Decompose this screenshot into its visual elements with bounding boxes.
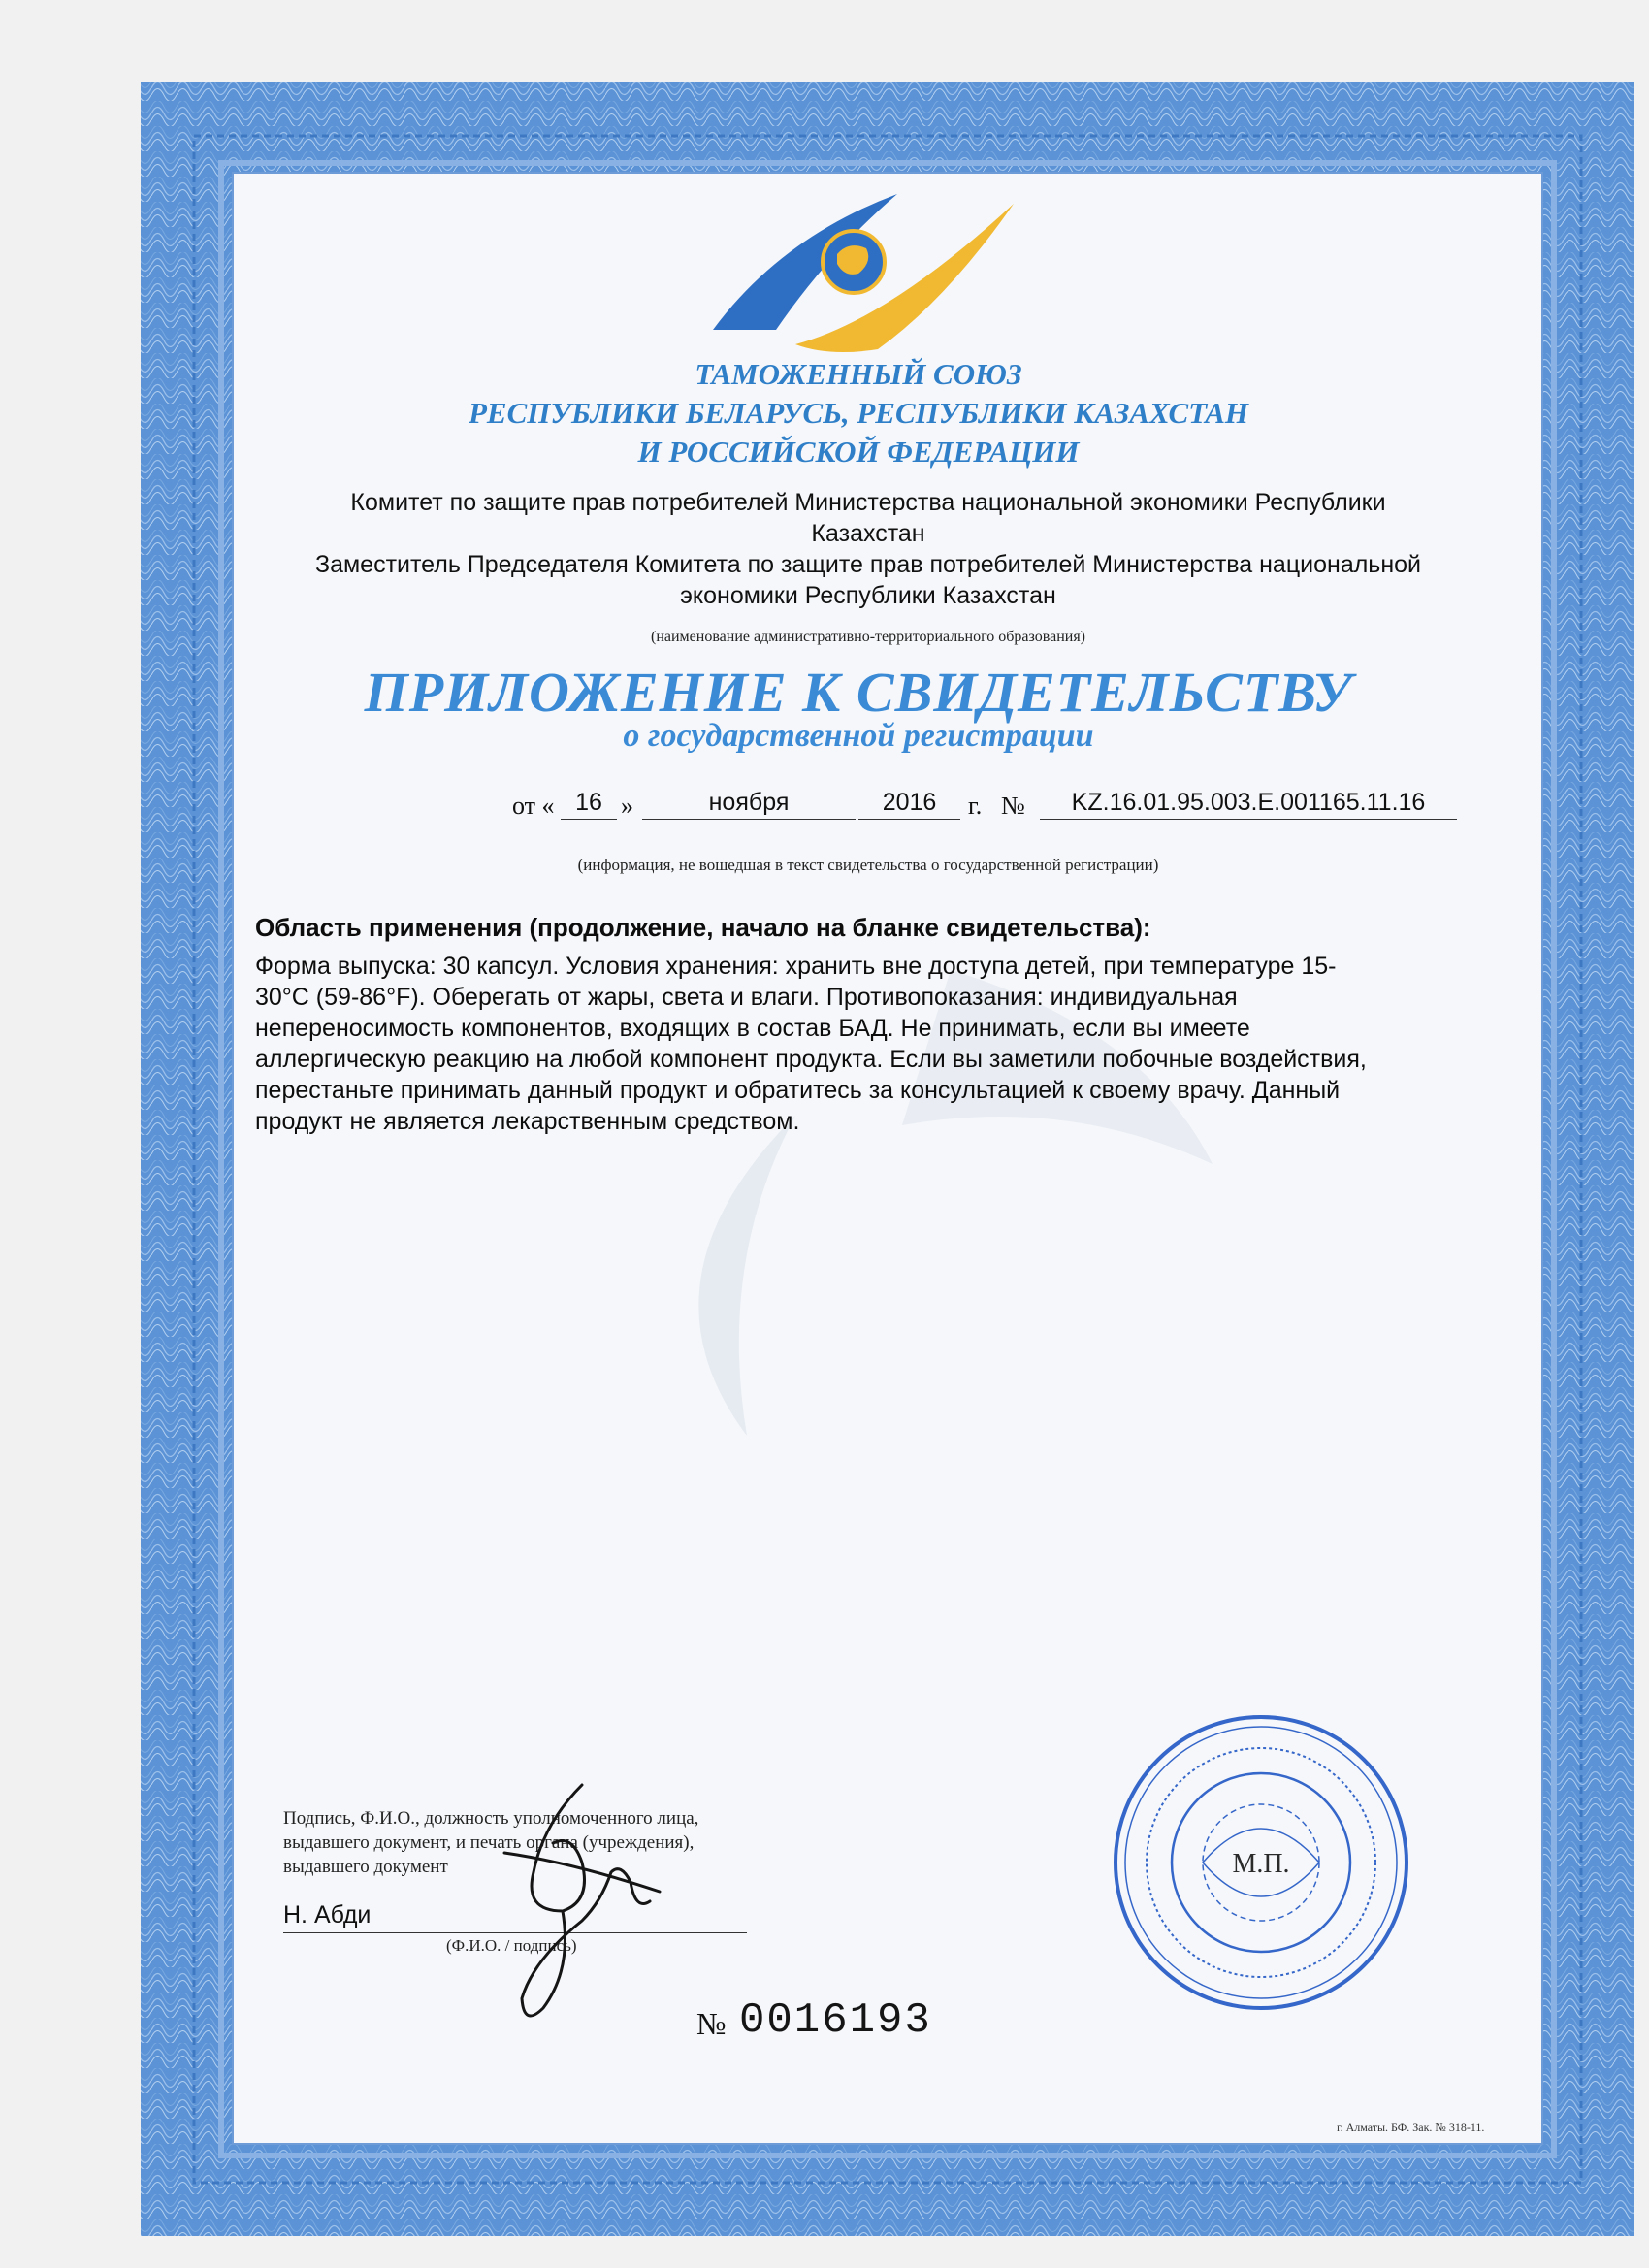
year-suffix: г. [968, 792, 983, 820]
content-line: непереносимость компонентов, входящих в состав БАД. Не принимать, если вы имеете [255, 1015, 1250, 1042]
date-from-label: от « [512, 792, 555, 820]
signature-caption-line: выдавшего документ, и печать органа (учреждения), [283, 1832, 695, 1853]
content-line: перестаньте принимать данный продукт и обратитесь за консультацией к своему врачу. Данный [255, 1077, 1341, 1104]
info-caption: (информация, не вошедшая в текст свидетельства о государственной регистрации) [577, 856, 1159, 874]
content-line: продукт не является лекарственным средством. [255, 1108, 800, 1135]
customs-union-title [291, 355, 1426, 471]
document-subtitle: о государственной регистрации [623, 718, 1094, 754]
authority-line: Казахстан [811, 520, 925, 547]
printer-note: г. Алматы. БФ. Зак. № 318-11. [1337, 2121, 1485, 2134]
authority-caption: (наименование административно-территориального образования) [650, 629, 1086, 645]
customs-union-logo [703, 184, 1023, 354]
authority-line: Заместитель Председателя Комитета по защите прав потребителей Министерства национальной [314, 551, 1422, 578]
date-month: ноября [642, 786, 856, 820]
content-line: аллергическую реакцию на любой компонент продукта. Если вы заметили побочные воздействия, [255, 1046, 1367, 1073]
signature-caption-line: выдавшего документ [283, 1857, 448, 1877]
authority-line: Комитет по защите прав потребителей Министерства национальной экономики Республики [350, 489, 1386, 516]
union-line: РЕСПУБЛИКИ БЕЛАРУСЬ, РЕСПУБЛИКИ КАЗАХСТАН [468, 396, 1248, 430]
handwritten-signature [466, 1766, 689, 2037]
signer-name-caption: (Ф.И.О. / подпись) [446, 1936, 577, 1955]
date-day: 16 [561, 786, 617, 820]
date-year: 2016 [858, 786, 960, 820]
date-close-quote: » [621, 792, 633, 820]
serial-label: № [696, 2006, 727, 2041]
signature-caption-line: Подпись, Ф.И.О., должность уполномоченного лица, [283, 1808, 699, 1829]
union-line: И РОССИЙСКОЙ ФЕДЕРАЦИИ [637, 435, 1080, 469]
official-seal [1106, 1707, 1416, 2018]
content-heading: Область применения (продолжение, начало на бланке свидетельства): [255, 913, 1151, 942]
serial-number: 0016193 [739, 1996, 932, 2045]
issuing-authority [233, 487, 1504, 611]
authority-line: экономики Республики Казахстан [680, 582, 1056, 609]
content-line: Форма выпуска: 30 капсул. Условия хранения: хранить вне доступа детей, при температуре 15- [255, 953, 1337, 980]
certificate-number: KZ.16.01.95.003.E.001165.11.16 [1040, 786, 1457, 820]
stamp-mp: М.П. [1232, 1849, 1290, 1879]
content-line: 30°С (59-86°F). Оберегать от жары, света и влаги. Противопоказания: индивидуальная [255, 984, 1238, 1011]
document-title: ПРИЛОЖЕНИЕ К СВИДЕТЕЛЬСТВУ [364, 661, 1353, 724]
signer-name: Н. Абди [283, 1901, 372, 1928]
union-line: ТАМОЖЕННЫЙ СОЮЗ [695, 357, 1022, 391]
number-label: № [1001, 792, 1025, 820]
content-body [255, 951, 1536, 1137]
